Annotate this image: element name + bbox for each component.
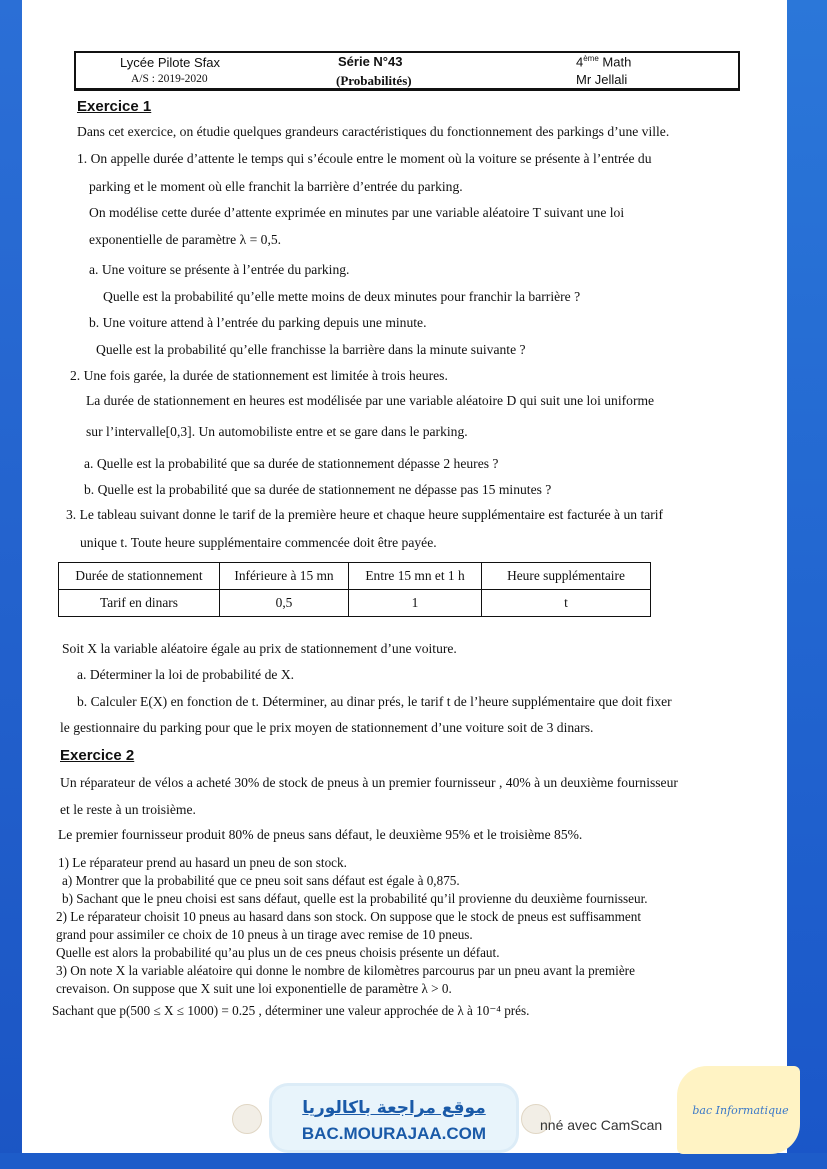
series-number: Série N°43	[338, 54, 403, 69]
ex2-line: grand pour assimiler ce choix de 10 pneus à un tirage avec remise de 10 pneus.	[56, 927, 473, 942]
ex1-line: 2. Une fois garée, la durée de stationnement est limitée à trois heures.	[70, 368, 448, 383]
bottom-blue-frame	[0, 1153, 827, 1169]
table-header-row	[59, 563, 651, 590]
teacher-name: Mr Jellali	[576, 72, 628, 87]
table-cell: 1	[349, 590, 482, 617]
ex2-line: Sachant que p(500 ≤ X ≤ 1000) = 0.25 , déterminer une valeur approchée de λ à 10⁻⁴ prés.	[52, 1003, 530, 1018]
ex1-line: exponentielle de paramètre λ = 0,5.	[89, 232, 282, 247]
table-header-cell: Inférieure à 15 mn	[220, 563, 349, 590]
ex2-line: crevaison. On suppose que X suit une loi exponentielle de paramètre λ > 0.	[56, 981, 452, 996]
camscanner-text: nné avec CamScan	[540, 1117, 663, 1133]
ex1-line: Quelle est la probabilité qu’elle mette moins de deux minutes pour franchir la barrière ?	[103, 289, 581, 304]
tariff-table	[58, 562, 651, 617]
ex1-line: Quelle est la probabilité qu’elle franchisse la barrière dans la minute suivante ?	[96, 342, 526, 357]
left-blue-frame	[0, 0, 22, 1169]
table-cell: 0,5	[220, 590, 349, 617]
watermark-url: BAC.MOURAJAA.COM	[301, 1124, 487, 1143]
watermark-arabic: موقع مراجعة باكالوريا	[302, 1098, 486, 1118]
ex2-line: et le reste à un troisième.	[60, 802, 196, 817]
ex2-line: Quelle est alors la probabilité qu’au plus un de ces pneus choisis présente un défaut.	[56, 945, 500, 960]
ex1-line: On modélise cette durée d’attente exprimée en minutes par une variable aléatoire T suivant une loi	[89, 205, 625, 220]
ex1-line: 3. Le tableau suivant donne le tarif de la première heure et chaque heure supplémentaire est facturée à un tarif	[66, 507, 664, 522]
school-year: A/S : 2019-2020	[131, 73, 208, 85]
class-level: 4ème Math	[576, 54, 632, 70]
school-name: Lycée Pilote Sfax	[120, 55, 220, 70]
table-header-cell: Durée de stationnement	[59, 563, 220, 590]
ex1-line: La durée de stationnement en heures est modélisée par une variable aléatoire D qui suit une loi uniforme	[86, 393, 655, 408]
ex1-line: b. Une voiture attend à l’entrée du parking depuis une minute.	[89, 315, 427, 330]
ex1-after-line: b. Calculer E(X) en fonction de t. Déterminer, au dinar prés, le tarif t de l’heure supplémentaire que doit fixer	[77, 694, 672, 709]
exercise-2-title: Exercice 2	[60, 747, 135, 764]
ex1-line: b. Quelle est la probabilité que sa durée de stationnement ne dépasse pas 15 minutes ?	[84, 482, 552, 497]
badge-label: bac Informatique	[692, 1104, 789, 1117]
table-row	[59, 590, 651, 617]
ex1-line: parking et le moment où elle franchit la barrière d’entrée du parking.	[89, 179, 463, 194]
ex1-after-line: le gestionnaire du parking pour que le prix moyen de stationnement d’une voiture soit de 3 dinars.	[60, 720, 594, 735]
ex1-after-line: a. Déterminer la loi de probabilité de X.	[77, 667, 295, 682]
right-blue-frame	[787, 0, 827, 1169]
exercise-1-title: Exercice 1	[77, 98, 152, 115]
ex1-line: Dans cet exercice, on étudie quelques grandeurs caractéristiques du fonctionnement des parkings d’une ville.	[77, 124, 670, 139]
table-header-cell: Entre 15 mn et 1 h	[349, 563, 482, 590]
table-cell: t	[482, 590, 651, 617]
ex1-line: 1. On appelle durée d’attente le temps qui s’écoule entre le moment où la voiture se présente à l’entrée du	[77, 151, 652, 166]
ex1-line: sur l’intervalle[0,3]. Un automobiliste entre et se gare dans le parking.	[86, 424, 468, 439]
ex1-line: unique t. Toute heure supplémentaire commencée doit être payée.	[80, 535, 437, 550]
table-header-cell: Heure supplémentaire	[482, 563, 651, 590]
ex2-line: 3) On note X la variable aléatoire qui donne le nombre de kilomètres parcourus par un pneu avant la première	[56, 963, 635, 978]
ex2-line: Un réparateur de vélos a acheté 30% de stock de pneus à un premier fournisseur , 40% à un deuxième fournisseur	[60, 775, 678, 790]
ex1-line: a. Quelle est la probabilité que sa durée de stationnement dépasse 2 heures ?	[84, 456, 499, 471]
series-topic: (Probabilités)	[336, 73, 412, 88]
ex2-line: 1) Le réparateur prend au hasard un pneu de son stock.	[58, 855, 347, 870]
bac-informatique-badge	[677, 1066, 800, 1154]
ex2-line: Le premier fournisseur produit 80% de pneus sans défaut, le deuxième 95% et le troisième 85%.	[58, 827, 583, 842]
table-cell: Tarif en dinars	[59, 590, 220, 617]
left-seal-logo	[232, 1104, 262, 1134]
ex1-line: a. Une voiture se présente à l’entrée du parking.	[89, 262, 350, 277]
watermark-pill	[272, 1086, 516, 1150]
ex2-line: a) Montrer que la probabilité que ce pneu soit sans défaut est égale à 0,875.	[62, 873, 460, 888]
ex2-line: 2) Le réparateur choisit 10 pneus au hasard dans son stock. On suppose que le stock de pneus est suffisamment	[56, 909, 641, 924]
ex2-line: b) Sachant que le pneu choisi est sans défaut, quelle est la probabilité qu’il provienne du deuxième fournisseur.	[62, 891, 648, 906]
ex1-after-line: Soit X la variable aléatoire égale au prix de stationnement d’une voiture.	[62, 641, 457, 656]
